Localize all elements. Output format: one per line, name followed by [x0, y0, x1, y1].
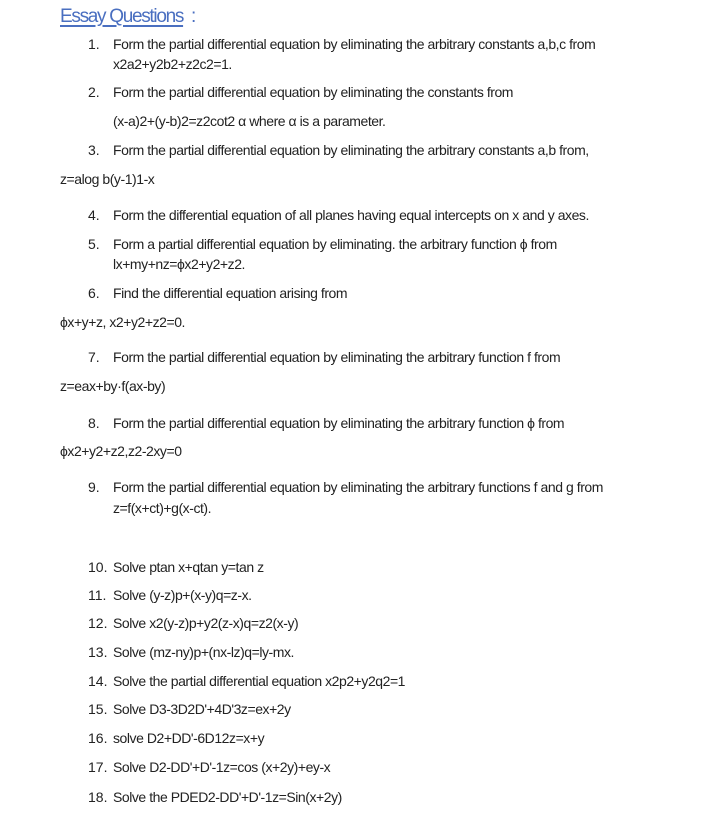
question-equation: x2a2+y2b2+z2c2=1. [113, 56, 232, 72]
question-equation: (x-a)2+(y-b)2=z2cot2 α where α is a parameter. [113, 113, 386, 129]
question-number: 1. [88, 36, 100, 52]
question-text: Solve x2(y-z)p+y2(z-x)q=z2(x-y) [113, 615, 299, 631]
question-text: Find the differential equation arising from [113, 285, 348, 301]
question-text: Solve (mz-ny)p+(nx-lz)q=ly-mx. [113, 644, 294, 660]
question-number: 18. [88, 789, 108, 805]
question-text: Form a partial differential equation by eliminating. the arbitrary function ϕ from [113, 236, 557, 252]
question-number: 4. [88, 207, 100, 223]
question-number: 9. [88, 479, 100, 495]
question-number: 3. [88, 142, 100, 158]
title-colon: : [191, 6, 196, 27]
question-text: Form the partial differential equation by eliminating the arbitrary function f from [113, 349, 561, 365]
question-text: solve D2+DD'-6D12z=x+y [113, 730, 265, 746]
question-text: Solve D2-DD'+D'-1z=cos (x+2y)+ey-x [113, 759, 331, 775]
question-number: 13. [88, 644, 108, 660]
question-number: 12. [88, 615, 108, 631]
question-number: 15. [88, 701, 108, 717]
question-text: Solve the PDED2-DD'+D'-1z=Sin(x+2y) [113, 789, 342, 805]
question-text: Form the differential equation of all planes having equal intercepts on x and y axes. [113, 207, 589, 223]
question-number: 6. [88, 285, 100, 301]
page-title [60, 6, 195, 28]
question-equation: lx+my+nz=ϕx2+y2+z2. [113, 256, 245, 272]
question-text: Form the partial differential equation by eliminating the arbitrary functions f and g from [113, 479, 603, 495]
question-text: Solve the partial differential equation x2p2+y2q2=1 [113, 673, 406, 689]
question-number: 5. [88, 236, 100, 252]
question-number: 8. [88, 415, 100, 431]
question-text: Form the partial differential equation by eliminating the arbitrary constants a,b,c from [113, 36, 596, 52]
question-text: Solve ptan x+qtan y=tan z [113, 559, 264, 575]
question-number: 17. [88, 759, 108, 775]
question-equation: ϕx2+y2+z2,z2-2xy=0 [60, 443, 182, 459]
question-equation: z=eax+by·f(ax-by) [60, 378, 166, 394]
question-text: Solve D3-3D2D'+4D'3z=ex+2y [113, 701, 291, 717]
question-number: 7. [88, 349, 100, 365]
question-text: Form the partial differential equation by eliminating the constants from [113, 84, 514, 100]
question-number: 11. [88, 587, 107, 603]
question-equation: z=alog b(y-1)1-x [60, 171, 155, 187]
question-text: Form the partial differential equation by eliminating the arbitrary function ϕ from [113, 415, 565, 431]
question-number: 14. [88, 673, 108, 689]
question-equation: z=f(x+ct)+g(x-ct). [113, 500, 212, 516]
question-equation: ϕx+y+z, x2+y2+z2=0. [60, 314, 185, 330]
question-number: 2. [88, 84, 100, 100]
question-number: 10. [88, 559, 108, 575]
question-text: Solve (y-z)p+(x-y)q=z-x. [113, 587, 252, 603]
title-text: Essay Questions [60, 6, 184, 27]
question-number: 16. [88, 730, 108, 746]
question-text: Form the partial differential equation by eliminating the arbitrary constants a,b from, [113, 142, 589, 158]
